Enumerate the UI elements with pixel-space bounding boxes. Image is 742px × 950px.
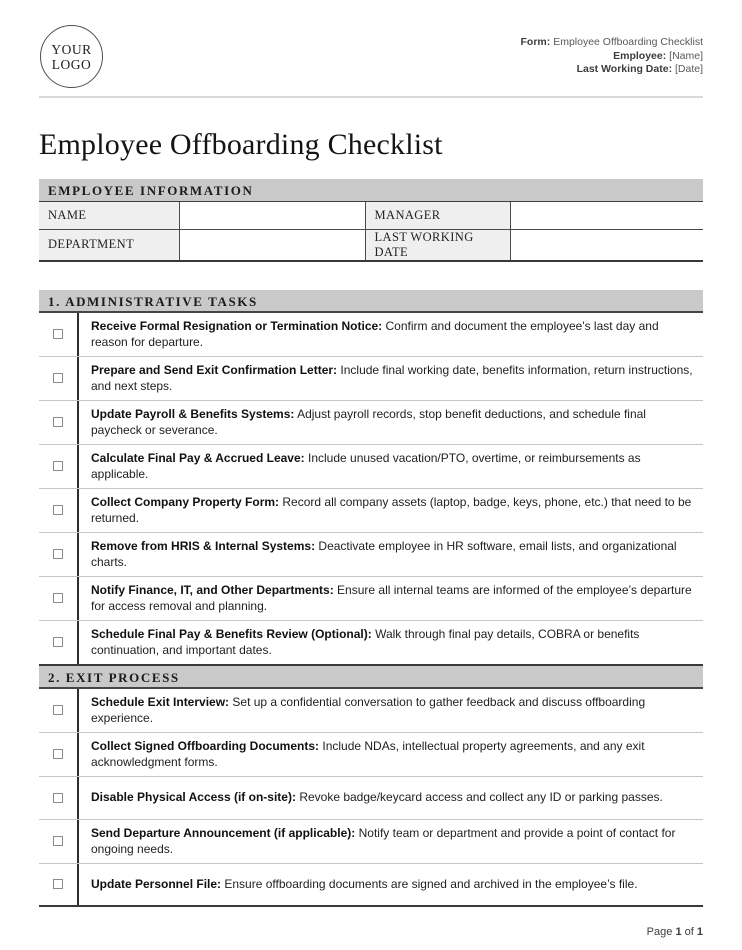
page-title: Employee Offboarding Checklist	[39, 128, 443, 161]
company-logo	[40, 25, 103, 88]
logo-text-line2: LOGO	[51, 56, 92, 72]
task-description: Confirm and document the employee's last day and reason for departure.	[91, 318, 659, 349]
task-title: Receive Formal Resignation or Termination Notice:	[91, 318, 383, 333]
table-row	[39, 229, 703, 261]
meta-lastday-value: [Date]	[674, 63, 703, 75]
task-description: Include final working date, benefits information, return instructions, and next steps.	[91, 362, 693, 393]
task-title: Calculate Final Pay & Accrued Leave:	[91, 450, 305, 465]
task-title: Collect Company Property Form:	[91, 494, 280, 509]
header-divider	[39, 96, 703, 98]
manager-field[interactable]	[510, 202, 703, 229]
task-title: Collect Signed Offboarding Documents:	[91, 738, 320, 753]
task-description: Set up a confidential conversation to gather feedback and discuss offboarding experience.	[91, 694, 646, 725]
task-text	[79, 689, 703, 732]
task-description: Ensure all internal teams are informed of the employee’s departure for access removal and planning.	[91, 582, 692, 613]
checkbox[interactable]	[53, 549, 63, 559]
section-1-heading: 1. ADMINISTRATIVE TASKS	[39, 290, 703, 313]
task-text	[79, 357, 703, 400]
task-text	[79, 445, 703, 488]
checkbox-cell	[39, 689, 79, 732]
task-title: Notify Finance, IT, and Other Departments:	[91, 582, 334, 597]
checkbox[interactable]	[53, 461, 63, 471]
department-label: DEPARTMENT	[39, 229, 179, 261]
task-text	[79, 313, 703, 356]
task-description: Include unused vacation/PTO, overtime, or reimbursements as applicable.	[91, 450, 641, 481]
checkbox[interactable]	[53, 793, 63, 803]
section-2-heading: 2. EXIT PROCESS	[39, 666, 703, 689]
meta-form-value: Employee Offboarding Checklist	[553, 36, 703, 48]
checkbox-cell	[39, 533, 79, 576]
checklist-item	[39, 313, 703, 357]
meta-form-line	[521, 36, 703, 50]
logo-text-line1: YOUR	[51, 41, 92, 57]
name-label: NAME	[39, 202, 179, 229]
task-title: Update Personnel File:	[91, 876, 222, 891]
task-description: Adjust payroll records, stop benefit deductions, and schedule final paycheck or severance.	[91, 406, 646, 437]
checkbox[interactable]	[53, 879, 63, 889]
checkbox-cell	[39, 489, 79, 532]
checkbox[interactable]	[53, 593, 63, 603]
task-text	[79, 577, 703, 620]
task-text	[79, 864, 703, 905]
checklist-item	[39, 777, 703, 820]
last-working-date-label: LAST WORKING DATE	[365, 229, 510, 261]
meta-employee-label: Employee:	[613, 49, 667, 62]
checkbox[interactable]	[53, 505, 63, 515]
checkbox-cell	[39, 864, 79, 905]
page-footer	[647, 926, 703, 938]
checklist-item	[39, 864, 703, 907]
checkbox-cell	[39, 621, 79, 664]
checkbox[interactable]	[53, 329, 63, 339]
name-field[interactable]	[179, 202, 365, 229]
table-row	[39, 202, 703, 229]
checkbox-cell	[39, 577, 79, 620]
footer-word-page: Page	[646, 926, 673, 938]
task-text	[79, 489, 703, 532]
task-title: Prepare and Send Exit Confirmation Letter:	[91, 362, 338, 377]
task-text	[79, 533, 703, 576]
department-field[interactable]	[179, 229, 365, 261]
task-title: Disable Physical Access (if on-site):	[91, 790, 296, 805]
checklist-item	[39, 733, 703, 777]
task-description: Include NDAs, intellectual property agreements, and any exit acknowledgment forms.	[91, 738, 645, 769]
checkbox[interactable]	[53, 373, 63, 383]
last-working-date-field[interactable]	[510, 229, 703, 261]
task-description: Record all company assets (laptop, badge, keys, phone, etc.) that need to be returned.	[91, 494, 692, 525]
checkbox-cell	[39, 445, 79, 488]
checkbox-cell	[39, 733, 79, 776]
task-description: Walk through final pay details, COBRA or benefits continuation, and important dates.	[91, 626, 640, 657]
meta-employee-value: [Name]	[669, 49, 703, 62]
meta-lastday-label: Last Working Date:	[576, 63, 673, 75]
footer-total-pages: 1	[696, 926, 703, 938]
meta-employee-line	[521, 50, 703, 64]
checklist-item	[39, 689, 703, 733]
checklist-item	[39, 401, 703, 445]
task-description: Revoke badge/keycard access and collect any ID or parking passes.	[299, 790, 663, 805]
task-text	[79, 733, 703, 776]
footer-word-of: of	[684, 926, 694, 938]
task-text	[79, 777, 703, 819]
checkbox-cell	[39, 777, 79, 819]
checklist-item	[39, 621, 703, 666]
employee-information-table	[39, 202, 703, 262]
task-description: Notify team or department and provide a point of contact for ongoing needs.	[91, 825, 676, 856]
task-text	[79, 401, 703, 444]
checkbox[interactable]	[53, 417, 63, 427]
checkbox-cell	[39, 357, 79, 400]
task-title: Update Payroll & Benefits Systems:	[91, 406, 295, 421]
task-title: Send Departure Announcement (if applicable):	[91, 825, 356, 840]
checklist-item	[39, 489, 703, 533]
checkbox[interactable]	[53, 836, 63, 846]
checklist-item	[39, 357, 703, 401]
footer-page-number: 1	[675, 926, 682, 938]
task-title: Schedule Exit Interview:	[91, 694, 230, 709]
task-description: Deactivate employee in HR software, email lists, and organizational charts.	[91, 538, 677, 569]
checklist-item	[39, 577, 703, 621]
task-text	[79, 820, 703, 863]
checklist-item	[39, 445, 703, 489]
manager-label: MANAGER	[365, 202, 510, 229]
task-title: Schedule Final Pay & Benefits Review (Optional):	[91, 626, 372, 641]
page-header	[39, 25, 703, 89]
header-meta	[521, 25, 703, 77]
task-title: Remove from HRIS & Internal Systems:	[91, 538, 316, 553]
meta-form-label: Form:	[520, 36, 551, 48]
document-page	[39, 0, 703, 907]
checkbox[interactable]	[53, 637, 63, 647]
task-description: Ensure offboarding documents are signed and archived in the employee’s file.	[224, 876, 638, 891]
task-text	[79, 621, 703, 664]
checkbox[interactable]	[53, 705, 63, 715]
meta-lastday-line	[521, 63, 703, 77]
checkbox-cell	[39, 401, 79, 444]
checkbox-cell	[39, 820, 79, 863]
checklist-item	[39, 533, 703, 577]
checkbox[interactable]	[53, 749, 63, 759]
employee-information-heading: EMPLOYEE INFORMATION	[39, 179, 703, 202]
checklist-item	[39, 820, 703, 864]
checkbox-cell	[39, 313, 79, 356]
